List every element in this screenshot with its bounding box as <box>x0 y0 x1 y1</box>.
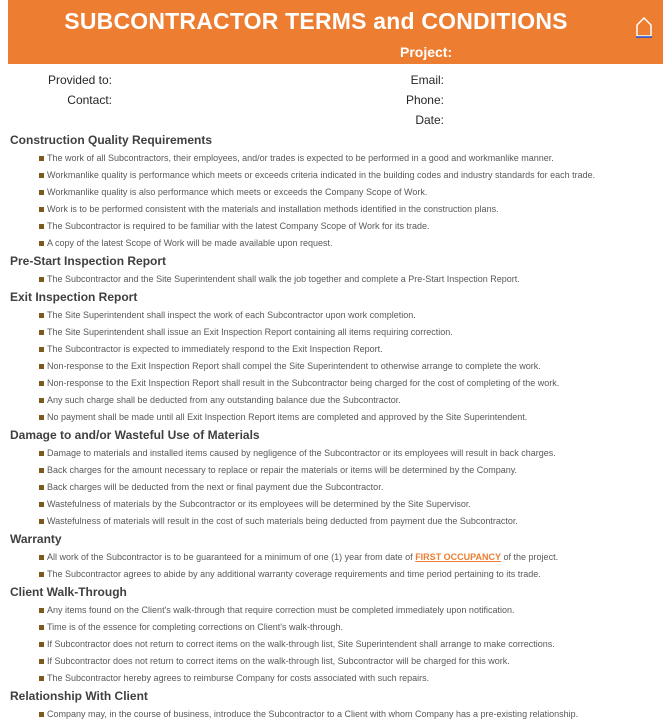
terms-content <box>10 131 665 723</box>
list-item: The Subcontractor and the Site Superintendent shall walk the job together and complete a Pre-Start Inspection Report. <box>10 271 665 288</box>
project-label: Project: <box>400 44 453 60</box>
list-item: Wastefulness of materials by the Subcontractor or its employees will be determined by the Site Supervisor. <box>10 496 665 513</box>
date-label: Date: <box>415 113 444 127</box>
home-icon[interactable] <box>635 16 653 38</box>
bullet-icon <box>39 190 44 195</box>
list-item: Damage to materials and installed items caused by negligence of the Subcontractor or its employees will result in back charges. <box>10 445 665 462</box>
bullet-icon <box>39 398 44 403</box>
list-item: The Subcontractor hereby agrees to reimburse Company for costs associated with such repairs. <box>10 670 665 687</box>
list-item: Workmanlike quality is also performance which meets or exceeds the Company Scope of Work. <box>10 184 665 201</box>
bullet-icon <box>39 173 44 178</box>
bullet-icon <box>39 347 44 352</box>
first-occupancy-link[interactable]: FIRST OCCUPANCY <box>415 552 502 562</box>
bullet-icon <box>39 277 44 282</box>
bullet-icon <box>39 642 44 647</box>
bullet-icon <box>39 712 44 717</box>
list-item: Any such charge shall be deducted from any outstanding balance due the Subcontractor. <box>10 392 665 409</box>
bullet-icon <box>39 659 44 664</box>
phone-label: Phone: <box>405 93 444 107</box>
bullet-icon <box>39 676 44 681</box>
list-item: Wastefulness of materials will result in the cost of such materials being deducted from payment due the Subcontractor. <box>10 513 665 530</box>
list-item: No payment shall be made until all Exit Inspection Report items are completed and approved by the Site Superintendent. <box>10 409 665 426</box>
document-title: SUBCONTRACTOR TERMS and CONDITIONS <box>64 8 568 34</box>
list-item: All work of the Subcontractor is to be guaranteed for a minimum of one (1) year from date of FIRST OCCUPANCY of the project. <box>10 549 665 566</box>
header-banner <box>8 0 663 64</box>
bullet-icon <box>39 555 44 560</box>
bullet-icon <box>39 330 44 335</box>
email-label: Email: <box>410 73 444 87</box>
bullet-icon <box>39 468 44 473</box>
list-item: Time is of the essence for completing corrections on Client's walk-through. <box>10 619 665 636</box>
bullet-icon <box>39 485 44 490</box>
list-item: The Site Superintendent shall inspect the work of each Subcontractor upon work completion. <box>10 307 665 324</box>
list-item: Company may, in the course of business, introduce the Subcontractor to a Client with whom Company has a pre-existing relationship. <box>10 706 665 723</box>
bullet-icon <box>39 241 44 246</box>
list-item: The Subcontractor agrees to abide by any additional warranty coverage requirements and time period pertaining to its trade. <box>10 566 665 583</box>
bullet-icon <box>39 415 44 420</box>
list-item: The work of all Subcontractors, their employees, and/or trades is expected to be performed in a good and workmanlike manner. <box>10 150 665 167</box>
list-item: A copy of the latest Scope of Work will be made available upon request. <box>10 235 665 252</box>
section-title-damage: Damage to and/or Wasteful Use of Materials <box>10 428 260 442</box>
bullet-icon <box>39 625 44 630</box>
bullet-icon <box>39 502 44 507</box>
bullet-icon <box>39 364 44 369</box>
bullet-icon <box>39 608 44 613</box>
list-item: Back charges for the amount necessary to replace or repair the materials or items will be determined by the Company. <box>10 462 665 479</box>
section-title-exit-inspection: Exit Inspection Report <box>10 290 138 304</box>
list-item: The Site Superintendent shall issue an Exit Inspection Report containing all items requiring correction. <box>10 324 665 341</box>
bullet-icon <box>39 313 44 318</box>
section-title-pre-start: Pre-Start Inspection Report <box>10 254 167 268</box>
bullet-icon <box>39 156 44 161</box>
bullet-icon <box>39 224 44 229</box>
bullet-icon <box>39 519 44 524</box>
bullet-icon <box>39 572 44 577</box>
section-title-walk-through: Client Walk-Through <box>10 585 127 599</box>
section-title-warranty: Warranty <box>10 532 62 546</box>
bullet-icon <box>39 381 44 386</box>
list-item: If Subcontractor does not return to correct items on the walk-through list, Site Superintendent shall arrange to make corrections. <box>10 636 665 653</box>
list-item: Back charges will be deducted from the next or final payment due the Subcontractor. <box>10 479 665 496</box>
list-item: The Subcontractor is expected to immediately respond to the Exit Inspection Report. <box>10 341 665 358</box>
list-item: Work is to be performed consistent with the materials and installation methods identified in the construction plans. <box>10 201 665 218</box>
section-title-quality: Construction Quality Requirements <box>10 133 213 147</box>
list-item: The Subcontractor is required to be familiar with the latest Company Scope of Work for its trade. <box>10 218 665 235</box>
bullet-icon <box>39 451 44 456</box>
bullet-icon <box>39 207 44 212</box>
contact-label: Contact: <box>67 93 112 107</box>
list-item: Non-response to the Exit Inspection Report shall compel the Site Superintendent to otherwise arrange to complete the work. <box>10 358 665 375</box>
provided-to-label: Provided to: <box>47 73 112 87</box>
section-title-relationship: Relationship With Client <box>10 689 148 703</box>
list-item: Any items found on the Client's walk-through that require correction must be completed immediately upon notification. <box>10 602 665 619</box>
list-item: Workmanlike quality is performance which meets or exceeds criteria indicated in the building codes and industry standards for each trade. <box>10 167 665 184</box>
list-item: Non-response to the Exit Inspection Report shall result in the Subcontractor being charged for the cost of completing of the work. <box>10 375 665 392</box>
list-item: If Subcontractor does not return to correct items on the walk-through list, Subcontractor will be charged for this work. <box>10 653 665 670</box>
